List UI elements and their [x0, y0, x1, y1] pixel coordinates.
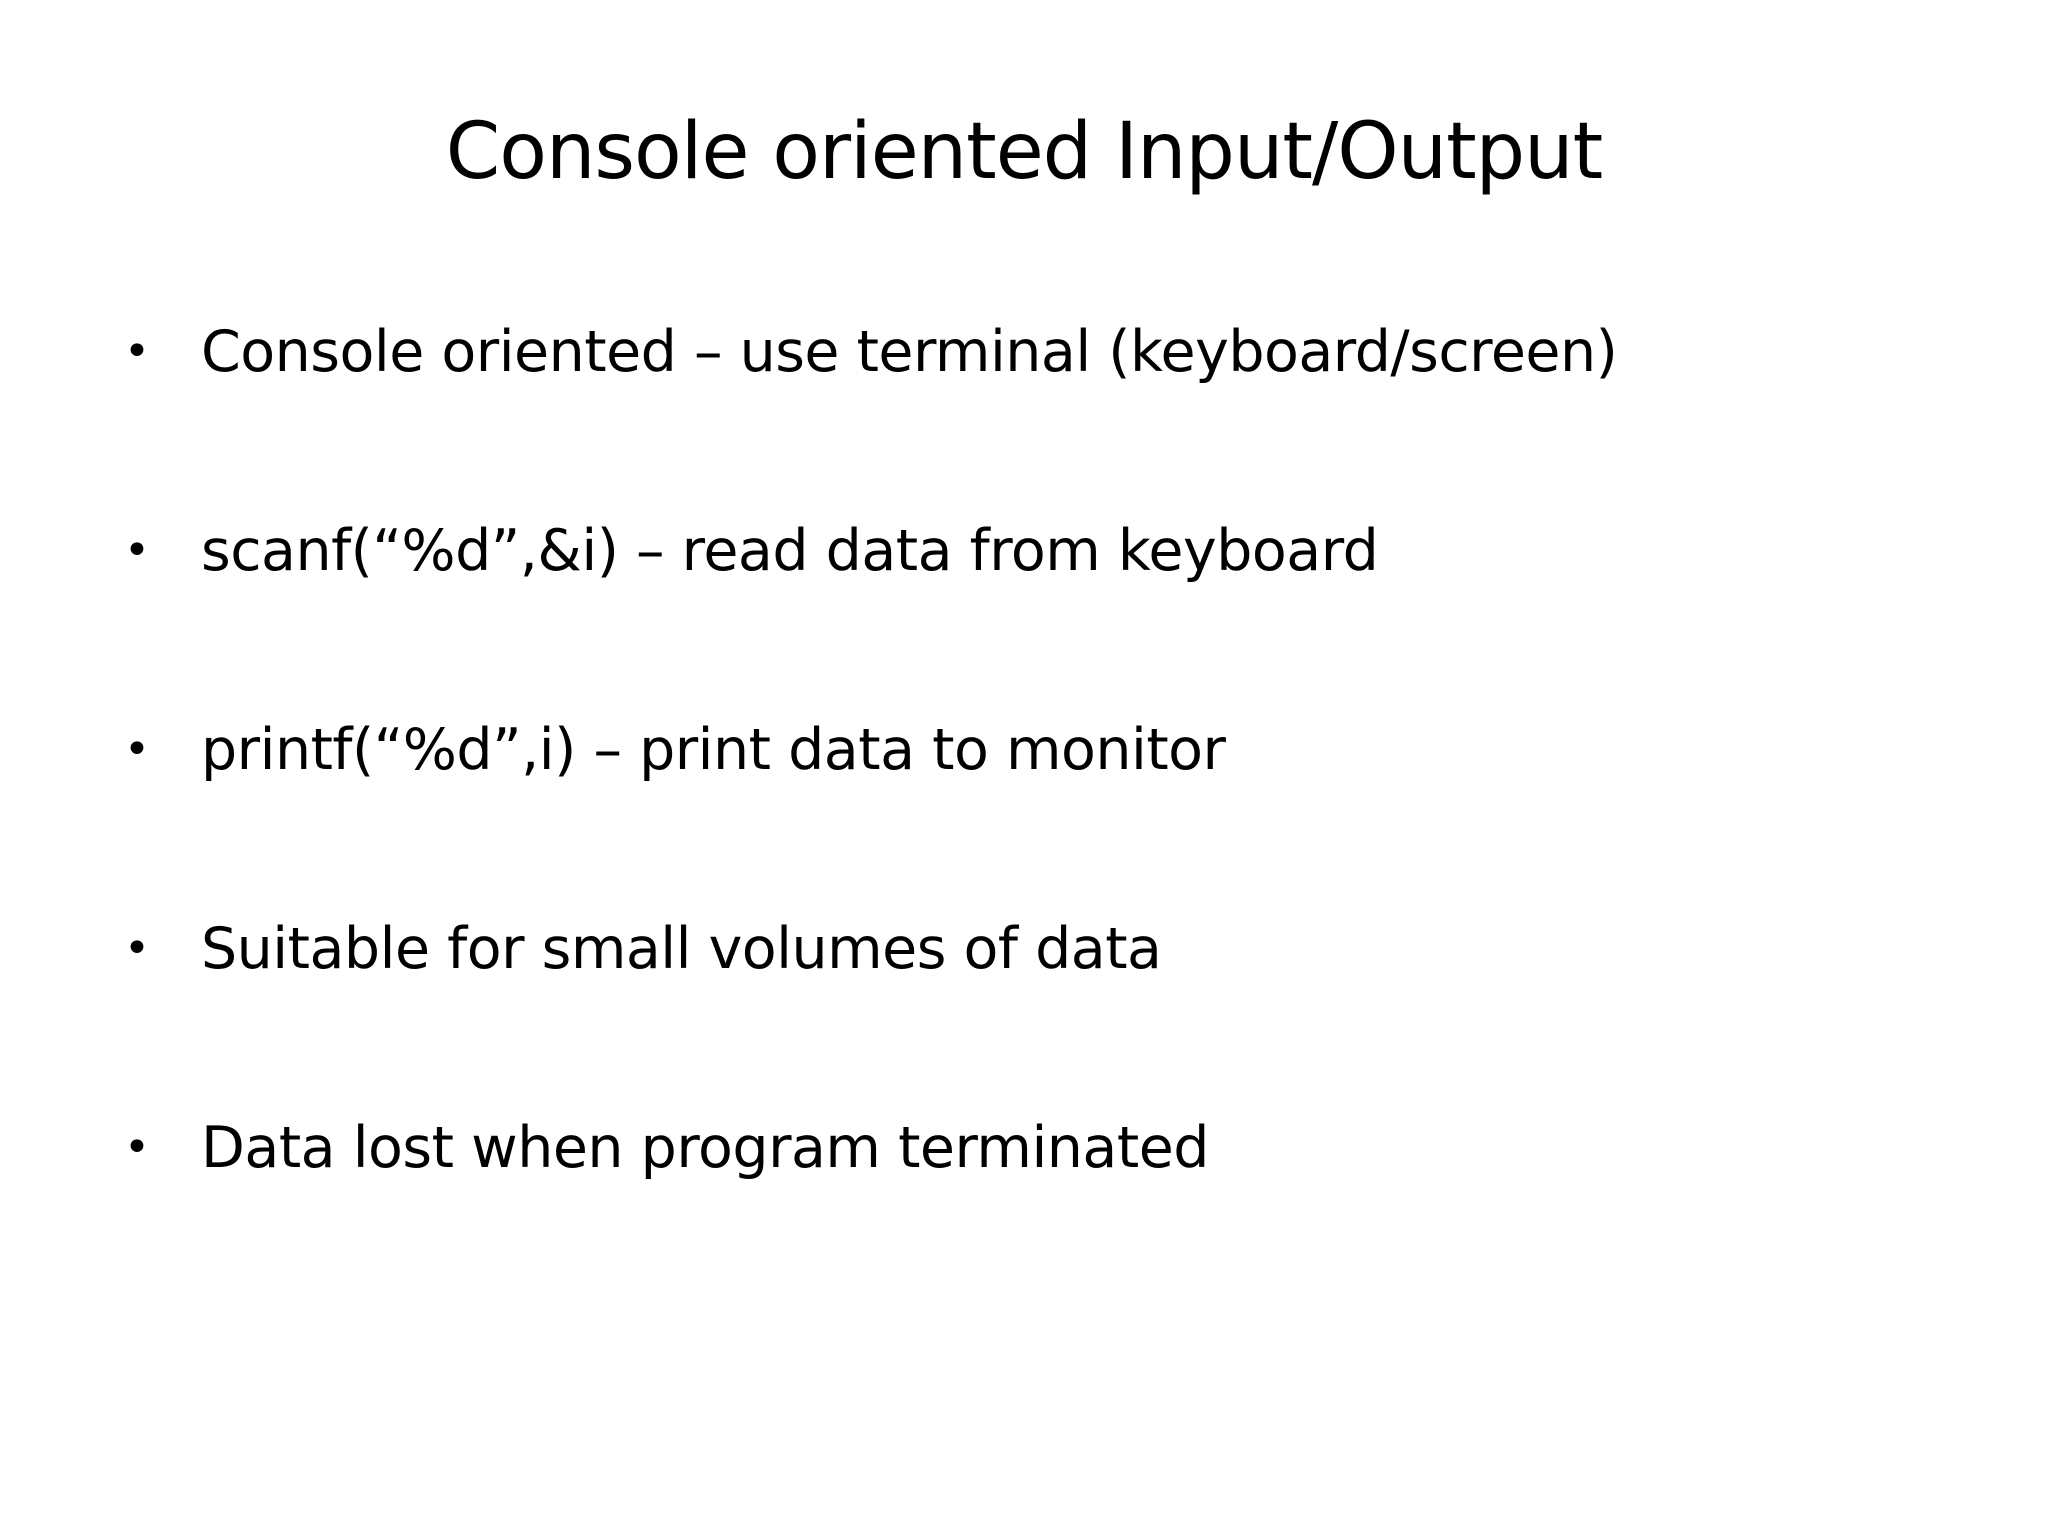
- bullet-icon: •: [124, 1122, 150, 1173]
- bullet-icon: •: [124, 525, 150, 576]
- bullet-text: printf(“%d”,i) – print data to monitor: [201, 717, 1226, 783]
- bullet-text: scanf(“%d”,&i) – read data from keyboard: [201, 518, 1379, 584]
- bullet-icon: •: [124, 326, 150, 377]
- bullet-item: [0, 1108, 2048, 1188]
- bullet-item: [0, 710, 2048, 790]
- bullet-text: Suitable for small volumes of data: [201, 916, 1162, 982]
- bullet-item: [0, 312, 2048, 392]
- bullet-text: Data lost when program terminated: [201, 1115, 1209, 1181]
- slide-title: Console oriented Input/Output: [445, 107, 1603, 197]
- bullet-icon: •: [124, 724, 150, 775]
- bullet-item: [0, 511, 2048, 591]
- bullet-icon: •: [124, 923, 150, 974]
- bullet-text: Console oriented – use terminal (keyboard/screen): [201, 319, 1618, 385]
- bullet-item: [0, 909, 2048, 989]
